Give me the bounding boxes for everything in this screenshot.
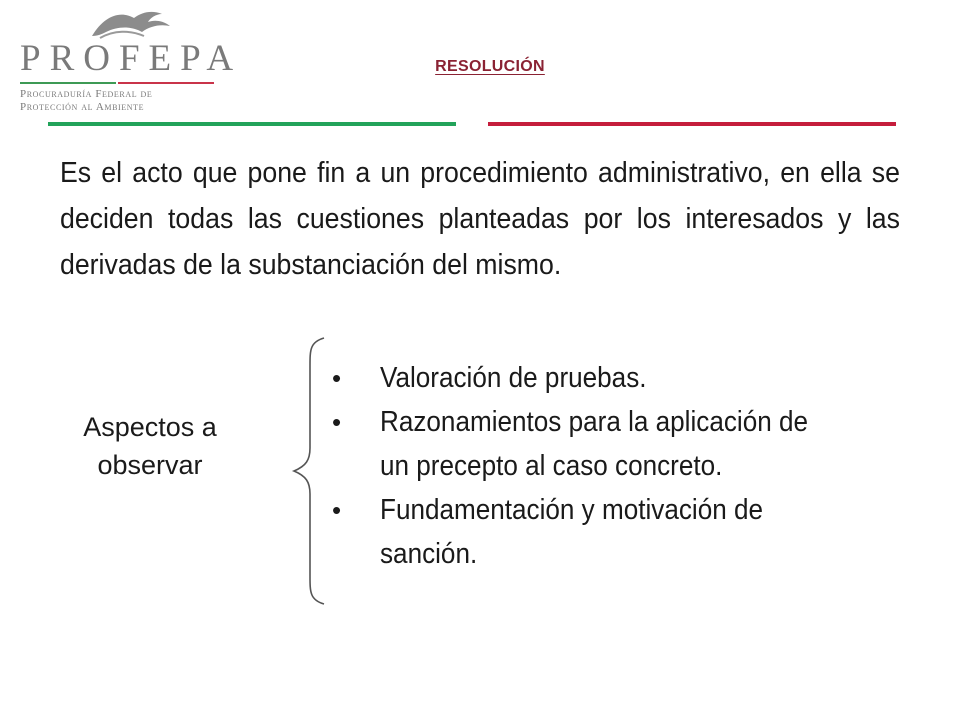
aspects-list [330, 356, 890, 576]
slide-title: RESOLUCIÓN [435, 58, 545, 75]
aspects-label: Aspectos a observar [83, 412, 217, 480]
green-divider [48, 122, 456, 126]
bullet-icon: • [332, 495, 342, 525]
list-item [330, 356, 890, 400]
aspect-text: Razonamientos para la aplicación de un precepto al caso concreto. [380, 406, 809, 482]
definition-text: Es el acto que pone fin a un procedimiento administrativo, en ella se deciden todas las cuestiones planteadas por los interesados y las derivadas de la substanciación del mismo. [60, 157, 900, 281]
eagle-icon [90, 8, 174, 40]
curly-brace [290, 336, 330, 606]
list-item [330, 488, 890, 576]
bullet-icon: • [332, 407, 342, 437]
list-item [330, 400, 890, 488]
logo-name: PROFEPA [20, 38, 243, 79]
aspect-text: Fundamentación y motivación de sanción. [380, 494, 764, 570]
logo-green-rule [20, 82, 116, 84]
profepa-logo [10, 8, 243, 113]
logo-subtitle-line1: Procuraduría Federal de [20, 88, 153, 100]
aspect-text: Valoración de pruebas. [380, 362, 647, 394]
bullet-icon: • [332, 363, 342, 393]
red-divider [488, 122, 896, 126]
logo-subtitle-line2: Protección al Ambiente [20, 101, 145, 113]
logo-subtitle [20, 88, 220, 114]
logo-red-rule [118, 82, 214, 84]
